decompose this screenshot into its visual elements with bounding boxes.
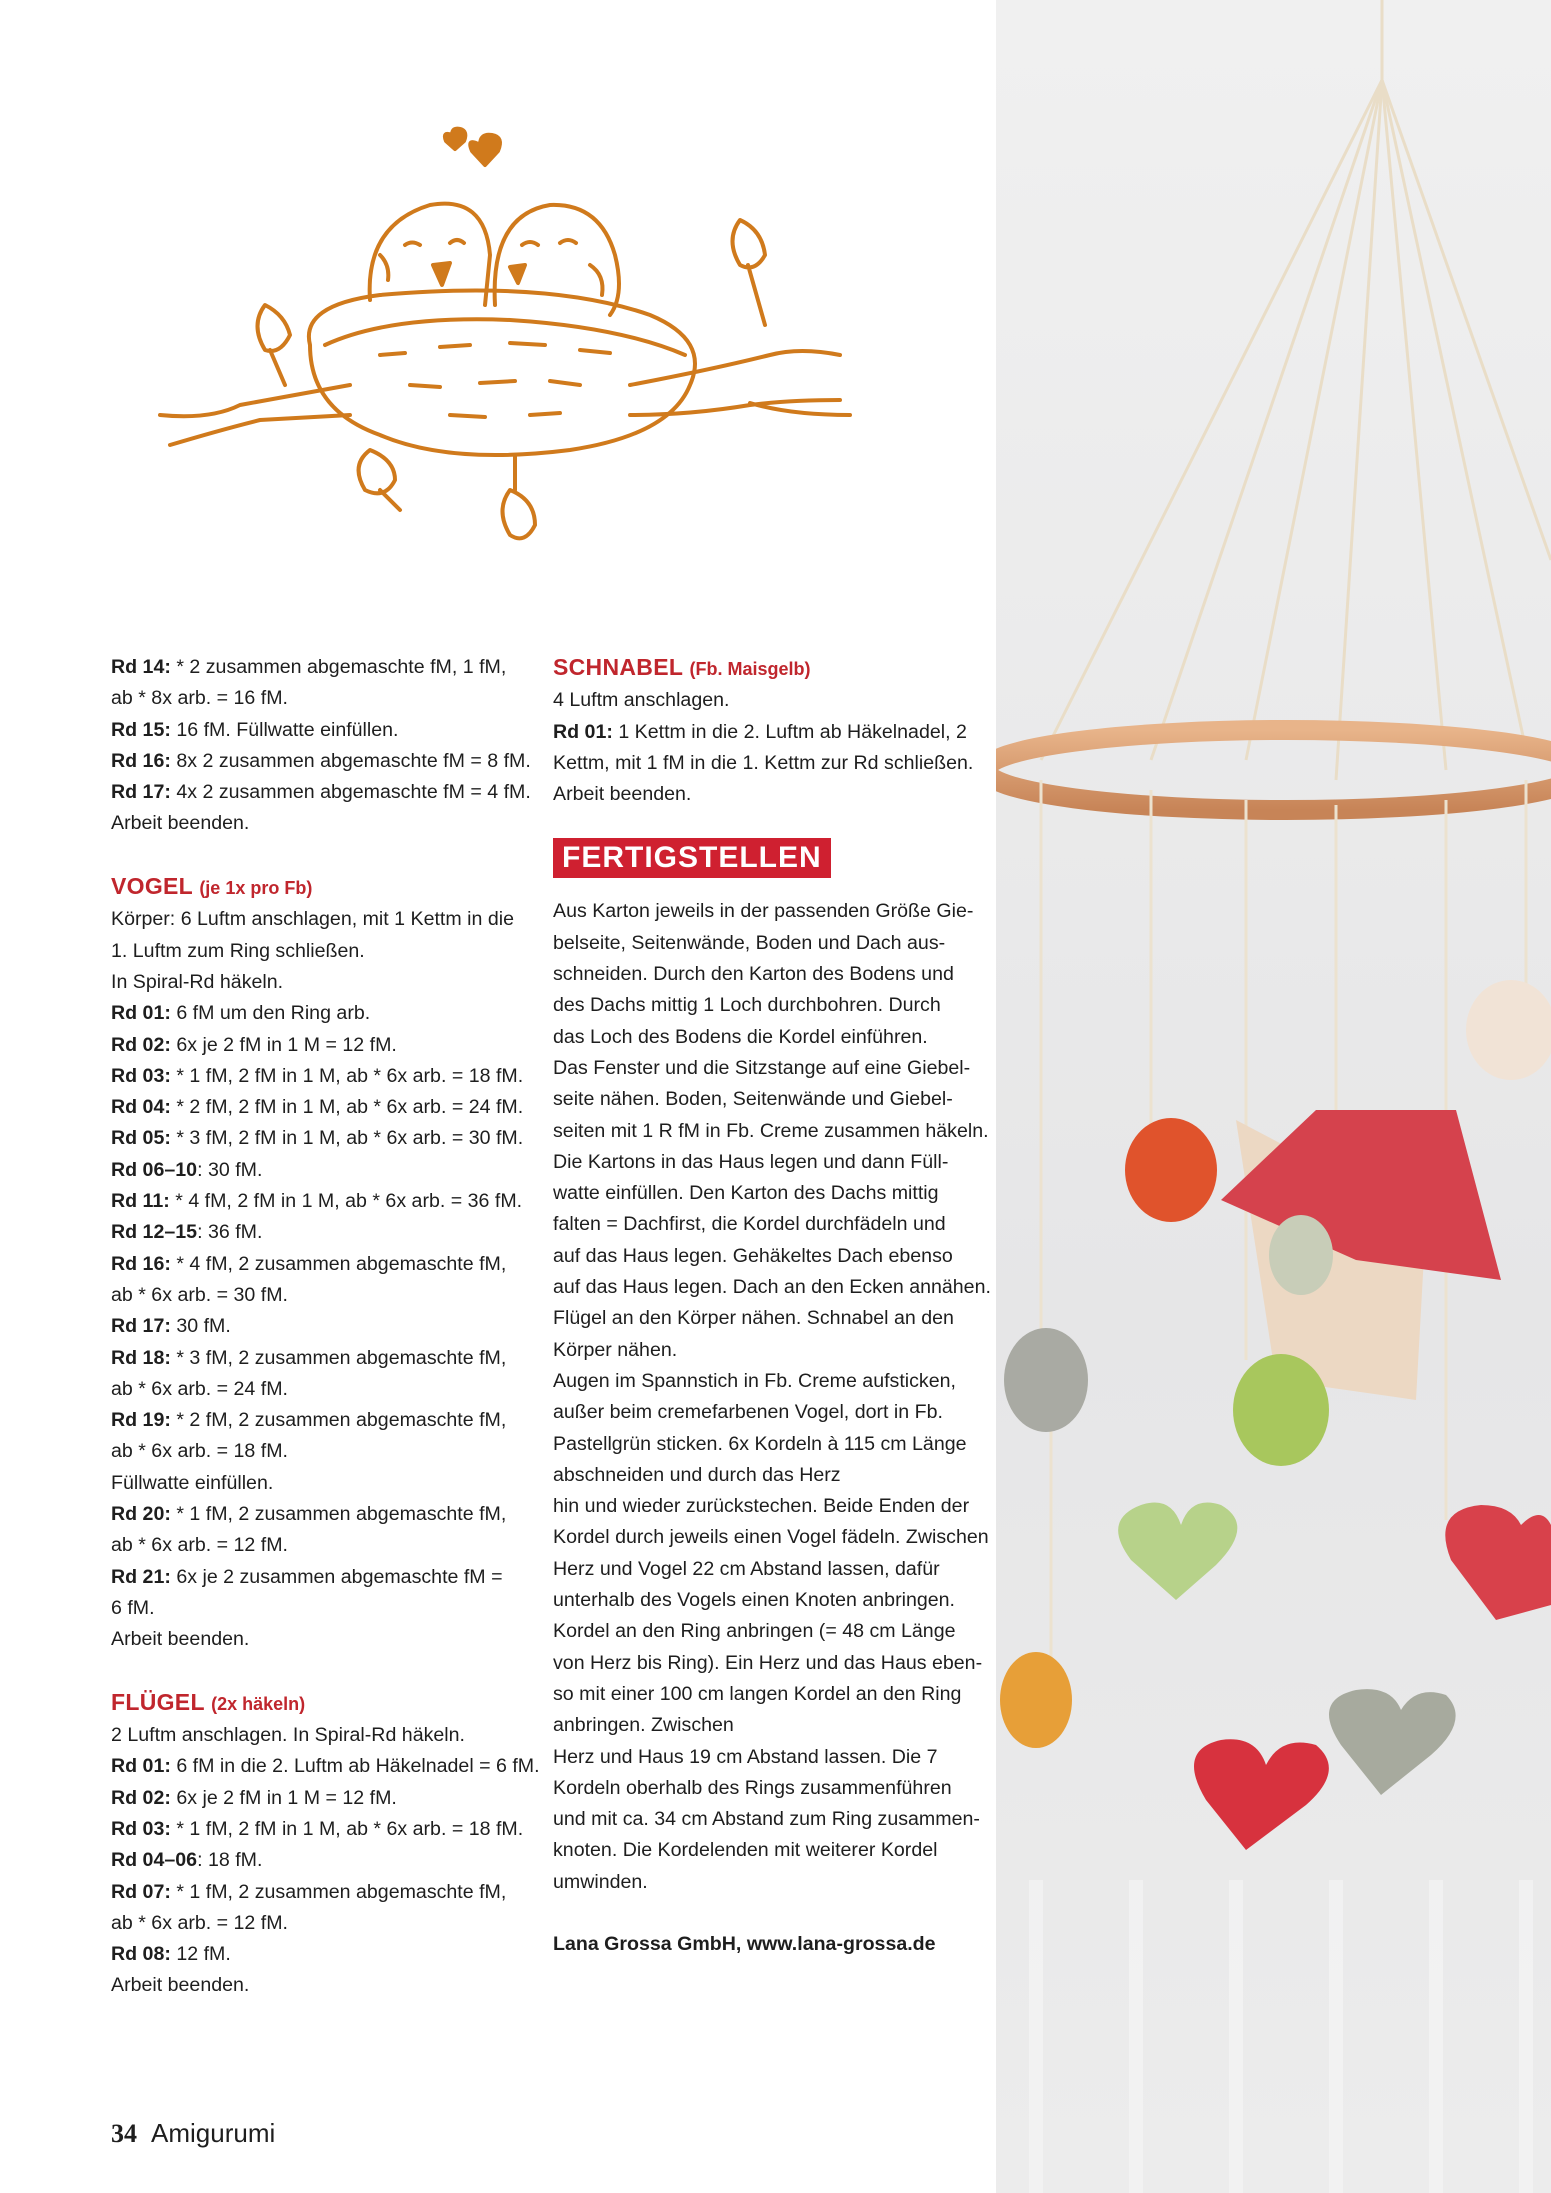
publisher-credit: Lana Grossa GmbH, www.lana-grossa.de [553, 1933, 936, 1956]
round-label: Rd 04: [111, 1096, 171, 1119]
instruction-line [111, 1374, 531, 1405]
instruction-text: * 2 zusammen abgemaschte fM, 1 fM, [170, 656, 507, 678]
instruction-line [111, 1530, 531, 1561]
round-label: Rd 16: [111, 749, 171, 772]
instruction-text: * 4 fM, 2 fM in 1 M, ab * 6x arb. = 36 fM. [169, 1190, 523, 1213]
instruction-text: 4 Luftm anschlagen. [553, 689, 730, 712]
instruction-text: 6 fM in die 2. Luftm ab Häkelnadel = 6 fM. [170, 1755, 540, 1778]
instruction-line [111, 1877, 531, 1908]
body-line: von Herz bis Ring). Ein Herz und das Haus eben- [553, 1651, 983, 1674]
body-line: seiten mit 1 R fM in Fb. Creme zusammen häkeln. [553, 1119, 989, 1142]
page-footer [111, 2118, 275, 2149]
round-label: Rd 14: [111, 656, 171, 678]
round-label: Rd 04–06 [111, 1849, 198, 1872]
instruction-text: * 1 fM, 2 fM in 1 M, ab * 6x arb. = 18 fM. [170, 1064, 524, 1087]
round-label: Rd 05: [111, 1127, 171, 1150]
body-line: belseite, Seitenwände, Boden und Dach aus- [553, 931, 946, 954]
body-line: unterhalb des Vogels einen Knoten anbringen. [553, 1589, 955, 1612]
body-line: Augen im Spannstich in Fb. Creme aufsticken, [553, 1369, 956, 1392]
instruction-line [111, 936, 531, 967]
body-line: auf das Haus legen. Dach an den Ecken annähen. [553, 1276, 991, 1299]
magazine-name: Amigurumi [151, 2118, 276, 2148]
body-line: Aus Karton jeweils in der passenden Größe Gie- [553, 900, 974, 923]
round-label: Rd 08: [111, 1943, 171, 1966]
instruction-text: 16 fM. Füllwatte einfüllen. [170, 718, 399, 741]
instruction-line [111, 1939, 531, 1970]
instruction-text: 6 fM um den Ring arb. [170, 1002, 371, 1025]
body-line: watte einfüllen. Den Karton des Dachs mittig [553, 1182, 939, 1205]
instruction-line [111, 1593, 531, 1624]
instruction-text: * 1 fM, 2 zusammen abgemaschte fM, [170, 1503, 507, 1526]
body-line: außer beim cremefarbenen Vogel, dort in Fb. [553, 1401, 943, 1424]
body-line: Flügel an den Körper nähen. Schnabel an den [553, 1307, 954, 1330]
body-line: Herz und Vogel 22 cm Abstand lassen, dafür [553, 1557, 940, 1580]
body-line: Pastellgrün sticken. 6x Kordeln à 115 cm Länge [553, 1432, 967, 1455]
fluegel-section [111, 1687, 540, 2002]
fertigstellen-section [553, 832, 991, 1898]
round-label: Rd 01: [111, 1755, 171, 1778]
fertigstellen-banner: FERTIGSTELLEN [553, 838, 831, 878]
body-line: Das Fenster und die Sitzstange auf eine Giebel- [553, 1056, 971, 1079]
fluegel-subtitle: (2x häkeln) [211, 1693, 306, 1714]
instruction-line [111, 1468, 531, 1499]
instruction-text: * 2 fM, 2 fM in 1 M, ab * 6x arb. = 24 fM. [170, 1096, 524, 1119]
instruction-text: ab * 8x arb. = 16 fM. [111, 687, 288, 710]
instruction-line [111, 746, 531, 777]
body-line: so mit einer 100 cm langen Kordel an den Ring [553, 1682, 962, 1705]
body-line: knoten. Die Kordelenden mit weiterer Kordel [553, 1839, 938, 1862]
round-label: Rd 11: [111, 1190, 170, 1213]
instruction-line [111, 1845, 531, 1876]
instruction-line [111, 1217, 531, 1248]
body-line: schneiden. Durch den Karton des Bodens und [553, 963, 954, 986]
instruction-line [111, 1908, 531, 1939]
body-line: umwinden. [553, 1870, 648, 1893]
instruction-text: ab * 6x arb. = 12 fM. [111, 1911, 288, 1934]
body-line: das Loch des Bodens die Kordel einführen. [553, 1025, 928, 1048]
instruction-text: * 3 fM, 2 zusammen abgemaschte fM, [170, 1346, 507, 1369]
instruction-text: 8x 2 zusammen abgemaschte fM = 8 fM. [170, 749, 531, 772]
instruction-line [111, 1814, 531, 1845]
instruction-text: : 36 fM. [197, 1221, 263, 1244]
instruction-text: 12 fM. [170, 1943, 231, 1966]
schnabel-heading: SCHNABEL (Fb. Maisgelb) [553, 654, 811, 680]
instruction-line [111, 1720, 531, 1751]
instruction-line [553, 779, 973, 810]
body-line: hin und wieder zurückstechen. Beide Enden der [553, 1495, 970, 1518]
instruction-text: Arbeit beenden. [111, 812, 250, 835]
round-label: Rd 01: [111, 1002, 171, 1025]
body-line: seite nähen. Boden, Seitenwände und Giebel- [553, 1088, 953, 1111]
body-line: Die Kartons in das Haus legen und dann Füll- [553, 1150, 949, 1173]
instruction-text: ab * 6x arb. = 18 fM. [111, 1440, 288, 1463]
instruction-line [111, 1123, 531, 1154]
instruction-text: 6 fM. [111, 1596, 155, 1619]
instruction-line [111, 683, 531, 714]
fertigstellen-text [553, 896, 991, 1898]
body-line: des Dachs mittig 1 Loch durchbohren. Durch [553, 994, 941, 1017]
instruction-line [111, 1280, 531, 1311]
instruction-line [111, 1061, 531, 1092]
body-line: auf das Haus legen. Gehäkeltes Dach ebenso [553, 1244, 953, 1267]
crochet-mobile-photo [996, 0, 1551, 2193]
instruction-line [111, 1436, 531, 1467]
instruction-line [553, 685, 973, 716]
instruction-line [111, 904, 531, 935]
round-label: Rd 03: [111, 1817, 171, 1840]
round-label: Rd 06–10 [111, 1158, 198, 1181]
instruction-text: ab * 6x arb. = 12 fM. [111, 1534, 288, 1557]
instruction-line [553, 717, 973, 748]
round-label: Rd 15: [111, 718, 171, 741]
instruction-text: : 18 fM. [197, 1849, 263, 1872]
schnabel-section [553, 652, 973, 810]
middle-text-column [553, 652, 991, 1961]
body-line: abschneiden und durch das Herz [553, 1463, 841, 1486]
instruction-text: Füllwatte einfüllen. [111, 1471, 274, 1494]
instruction-text: 6x je 2 fM in 1 M = 12 fM. [170, 1786, 397, 1809]
instruction-line [111, 1155, 531, 1186]
instruction-text: 1. Luftm zum Ring schließen. [111, 939, 365, 962]
instruction-line [111, 1562, 531, 1593]
body-line: falten = Dachfirst, die Kordel durchfädeln und [553, 1213, 946, 1236]
instruction-line [111, 1405, 531, 1436]
body-line: Kordel durch jeweils einen Vogel fädeln. Zwischen [553, 1526, 989, 1549]
instruction-text: * 3 fM, 2 fM in 1 M, ab * 6x arb. = 30 fM. [170, 1127, 524, 1150]
instruction-line [111, 715, 531, 746]
instruction-text: * 2 fM, 2 zusammen abgemaschte fM, [170, 1409, 507, 1432]
round-label: Rd 12–15 [111, 1221, 198, 1244]
body-line: Kordeln oberhalb des Rings zusammenführen [553, 1776, 952, 1799]
instruction-text: 2 Luftm anschlagen. In Spiral-Rd häkeln. [111, 1724, 465, 1747]
instruction-text: : 30 fM. [197, 1158, 263, 1181]
instruction-line [111, 1624, 531, 1655]
instruction-line [111, 777, 531, 808]
instruction-text: Arbeit beenden. [553, 783, 692, 806]
instruction-text: In Spiral-Rd häkeln. [111, 970, 284, 993]
bird-body-instructions-continued [111, 652, 531, 840]
vogel-section [111, 871, 531, 1655]
round-label: Rd 17: [111, 781, 171, 804]
round-label: Rd 19: [111, 1409, 171, 1432]
instruction-line [111, 1092, 531, 1123]
instruction-text: Körper: 6 Luftm anschlagen, mit 1 Kettm in die [111, 908, 514, 931]
round-label: Rd 18: [111, 1346, 171, 1369]
instruction-text: 6x je 2 zusammen abgemaschte fM = [170, 1565, 503, 1588]
round-label: Rd 07: [111, 1880, 171, 1903]
instruction-text: * 1 fM, 2 zusammen abgemaschte fM, [170, 1880, 507, 1903]
instruction-text: 4x 2 zusammen abgemaschte fM = 4 fM. [170, 781, 531, 804]
instruction-text: 30 fM. [170, 1315, 231, 1338]
round-label: Rd 01: [553, 720, 613, 743]
left-text-column [111, 652, 540, 2002]
instruction-line [111, 652, 531, 683]
instruction-line [111, 1751, 540, 1782]
body-line: anbringen. Zwischen [553, 1714, 734, 1737]
instruction-line [111, 998, 531, 1029]
instruction-line [111, 808, 531, 839]
instruction-line [111, 1783, 531, 1814]
round-label: Rd 03: [111, 1064, 171, 1087]
instruction-line [111, 1499, 531, 1530]
instruction-text: * 1 fM, 2 fM in 1 M, ab * 6x arb. = 18 fM. [170, 1817, 524, 1840]
instruction-text: ab * 6x arb. = 30 fM. [111, 1283, 288, 1306]
round-label: Rd 21: [111, 1565, 171, 1588]
schnabel-subtitle: (Fb. Maisgelb) [689, 659, 811, 679]
body-line: Kordel an den Ring anbringen (= 48 cm Länge [553, 1620, 956, 1643]
round-label: Rd 02: [111, 1786, 171, 1809]
round-label: Rd 20: [111, 1503, 171, 1526]
body-line: Körper nähen. [553, 1338, 678, 1361]
round-label: Rd 02: [111, 1033, 171, 1056]
vogel-heading: VOGEL (je 1x pro Fb) [111, 873, 313, 900]
love-birds-nest-illustration [150, 115, 880, 615]
instruction-line [553, 748, 973, 779]
fluegel-heading: FLÜGEL (2x häkeln) [111, 1688, 306, 1715]
instruction-text: * 4 fM, 2 zusammen abgemaschte fM, [170, 1252, 507, 1275]
instruction-line [111, 1249, 531, 1280]
instruction-line [111, 1186, 531, 1217]
instruction-text: 1 Kettm in die 2. Luftm ab Häkelnadel, 2 [612, 720, 967, 743]
instruction-text: 6x je 2 fM in 1 M = 12 fM. [170, 1033, 397, 1056]
instruction-line [111, 1311, 531, 1342]
instruction-text: ab * 6x arb. = 24 fM. [111, 1377, 288, 1400]
instruction-line [111, 1970, 531, 2001]
instruction-line [111, 1343, 531, 1374]
instruction-text: Arbeit beenden. [111, 1628, 250, 1651]
instruction-text: Kettm, mit 1 fM in die 1. Kettm zur Rd schließen. [553, 751, 974, 774]
body-line: und mit ca. 34 cm Abstand zum Ring zusammen- [553, 1808, 980, 1831]
round-label: Rd 17: [111, 1315, 171, 1338]
round-label: Rd 16: [111, 1252, 171, 1275]
instruction-line [111, 1030, 531, 1061]
instruction-text: Arbeit beenden. [111, 1974, 250, 1997]
instruction-line [111, 967, 531, 998]
vogel-subtitle: (je 1x pro Fb) [199, 878, 313, 899]
page-number: 34 [111, 2119, 137, 2148]
body-line: Herz und Haus 19 cm Abstand lassen. Die 7 [553, 1745, 938, 1768]
